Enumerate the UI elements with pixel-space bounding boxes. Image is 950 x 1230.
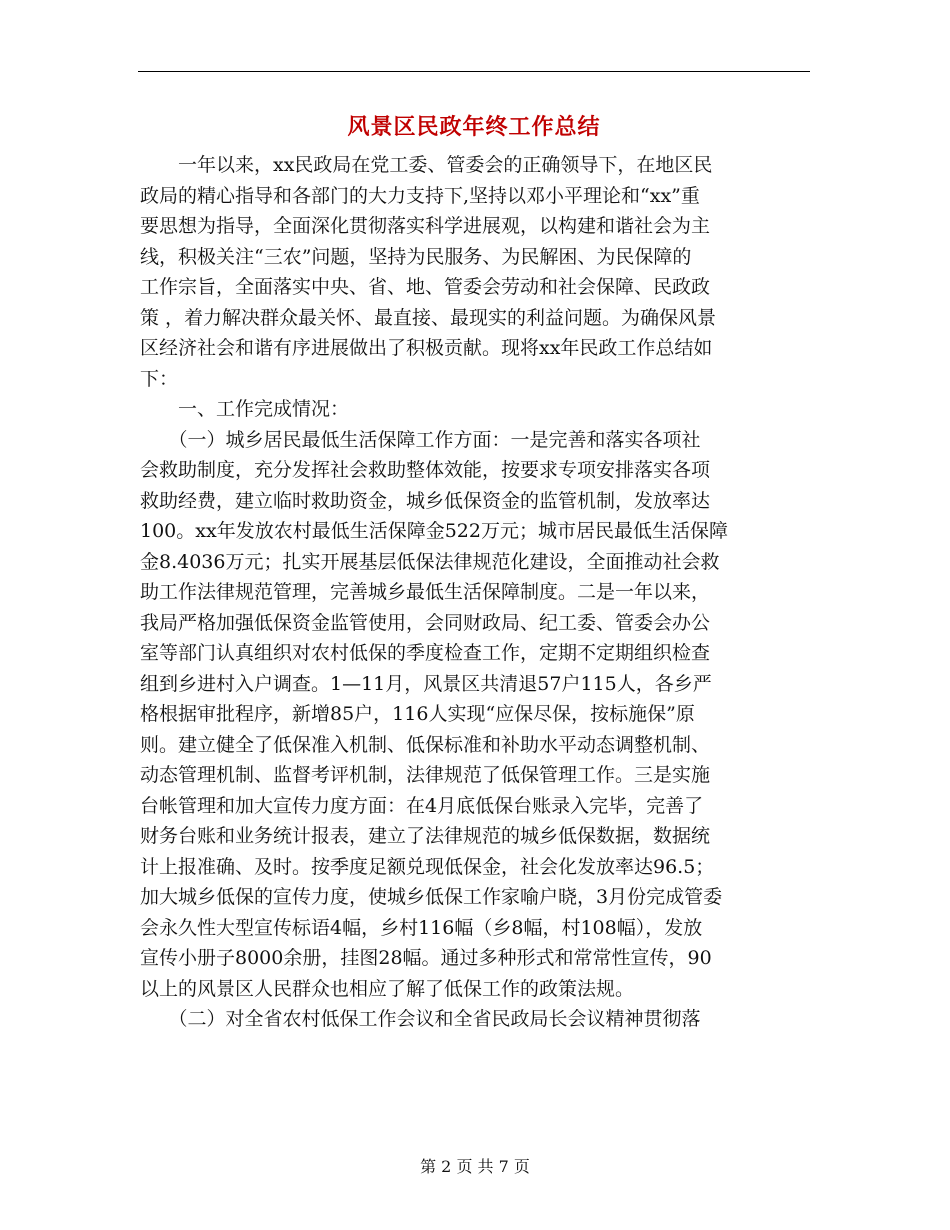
body-line: 救助经费，建立临时救助资金，城乡低保资金的监管机制，发放率达	[140, 489, 711, 512]
document-body	[140, 150, 808, 1035]
body-line: 财务台账和业务统计报表，建立了法律规范的城乡低保数据，数据统	[140, 825, 711, 847]
body-line: 格根据审批程序，新增85户，116人实现“应保尽保，按标施保”原	[140, 703, 695, 725]
body-line: 会救助制度，充分发挥社会救助整体效能，按要求专项安排落实各项	[140, 459, 711, 481]
body-line: 室等部门认真组织对农村低保的季度检查工作，定期不定期组织检查	[140, 642, 711, 664]
body-line: （一）城乡居民最低生活保障工作方面：一是完善和落实各项社	[140, 428, 701, 451]
body-line: 政局的精心指导和各部门的大力支持下,坚持以邓小平理论和“xx”重	[140, 184, 700, 207]
body-line: 要思想为指导，全面深化贯彻落实科学进展观，以构建和谐社会为主	[140, 215, 711, 237]
body-line: 组到乡进村入户调查。1—11月，风景区共清退57户115人，各乡严	[140, 672, 712, 695]
body-line: 一年以来，xx民政局在党工委、管委会的正确领导下，在地区民	[140, 154, 713, 176]
body-line: 策 ，着力解决群众最关怀、最直接、最现实的利益问题。为确保风景	[140, 306, 717, 329]
body-line: 助工作法律规范管理，完善城乡最低生活保障制度。二是一年以来，	[140, 581, 711, 603]
body-line: 以上的风景区人民群众也相应了解了低保工作的政策法规。	[140, 977, 635, 1000]
body-line: 加大城乡低保的宣传力度，使城乡低保工作家喻户晓，3月份完成管委	[140, 886, 723, 908]
body-line: 金8.4036万元；扎实开展基层低保法律规范化建设，全面推动社会救	[140, 550, 720, 573]
body-line: 线，积极关注“三农”问题，坚持为民服务、为民解困、为民保障的	[140, 245, 692, 268]
body-line: （二）对全省农村低保工作会议和全省民政局长会议精神贯彻落	[140, 1008, 701, 1030]
body-line: 会永久性大型宣传标语4幅，乡村116幅（乡8幅，村108幅），发放	[140, 916, 703, 939]
body-line: 下：	[140, 367, 179, 390]
body-line: 区经济社会和谐有序进展做出了积极贡献。现将xx年民政工作总结如	[140, 337, 713, 359]
body-line: 则。建立健全了低保准入机制、低保标准和补助水平动态调整机制、	[140, 733, 711, 756]
body-line: 宣传小册子8000余册，挂图28幅。通过多种形式和常常性宣传，90	[140, 947, 712, 969]
body-line: 100。xx年发放农村最低生活保障金522万元；城市居民最低生活保障	[140, 520, 728, 542]
body-line: 工作宗旨，全面落实中央、省、地、管委会劳动和社会保障、民政政	[140, 276, 711, 298]
body-line: 台帐管理和加大宣传力度方面：在4月底低保台账录入完毕，完善了	[140, 794, 704, 817]
header-rule	[138, 71, 810, 72]
document-title: 风景区民政年终工作总结	[347, 114, 601, 140]
section-heading: 一、工作完成情况：	[140, 398, 350, 420]
body-line: 动态管理机制、监督考评机制，法律规范了低保管理工作。三是实施	[140, 764, 711, 786]
body-line: 我局严格加强低保资金监管使用，会同财政局、纪工委、管委会办公	[140, 611, 711, 634]
page-number: 第 2 页 共 7 页	[420, 1157, 530, 1176]
body-line: 计上报准确、及时。按季度足额兑现低保金，社会化发放率达96.5；	[140, 855, 715, 878]
